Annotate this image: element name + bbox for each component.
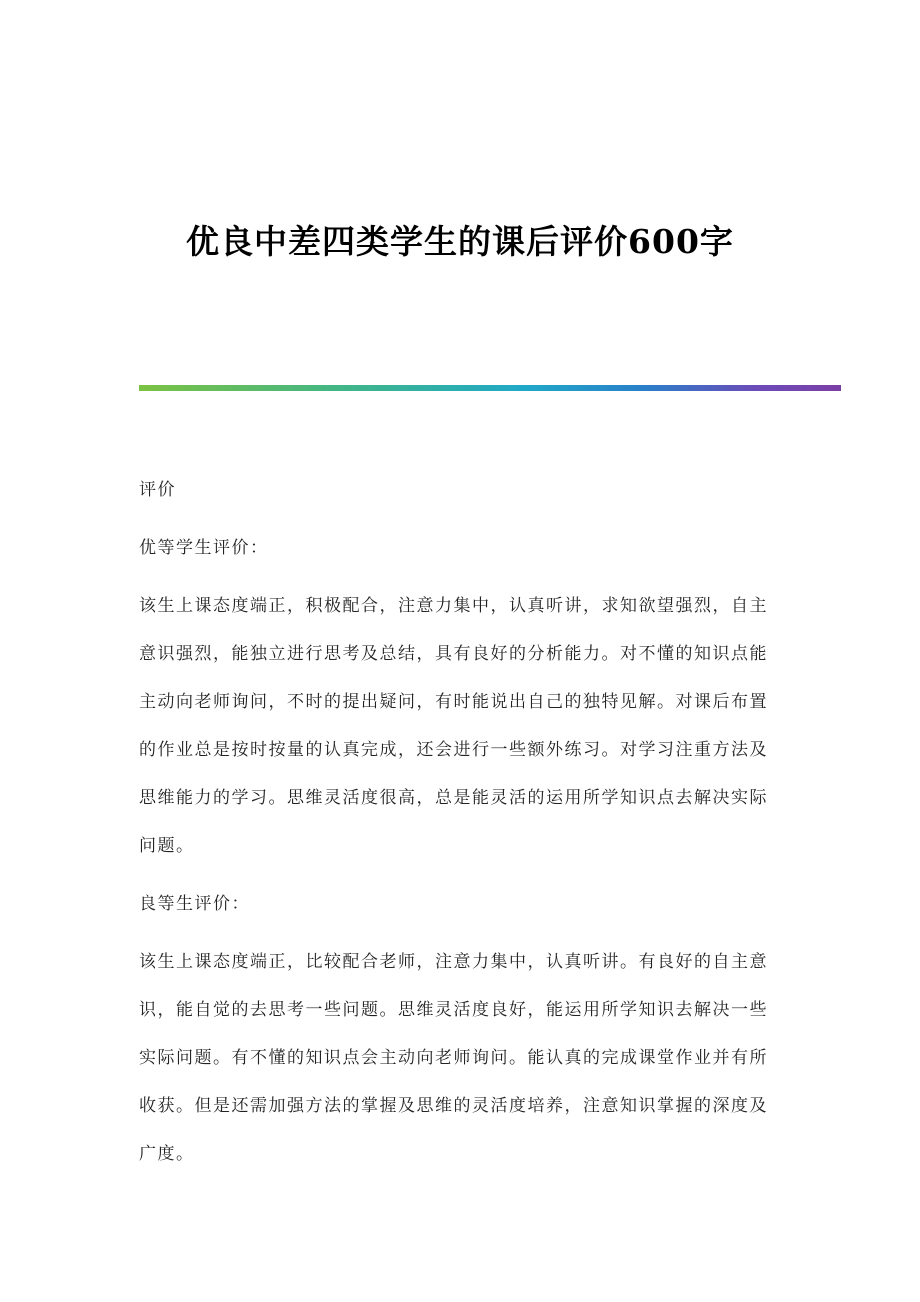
gradient-divider	[139, 385, 841, 391]
good-heading: 良等生评价：	[139, 894, 250, 914]
good-paragraph: 该生上课态度端正，比较配合老师，注意力集中，认真听讲。有良好的自主意识，能自觉的去思考一些问题。思维灵活度良好，能运用所学知识去解决一些实际问题。有不懂的知识点会主动向老师询问。能认真的完成课堂作业并有所收获。但是还需加强方法的掌握及思维的灵活度培养，注意知识掌握的深度及广度。	[139, 952, 768, 1164]
excellent-heading: 优等学生评价：	[139, 538, 269, 558]
document-title: 优良中差四类学生的课后评价600字	[186, 222, 734, 261]
excellent-paragraph: 该生上课态度端正，积极配合，注意力集中，认真听讲，求知欲望强烈，自主意识强烈，能独立进行思考及总结，具有良好的分析能力。对不懂的知识点能主动向老师询问，不时的提出疑问，有时能说出自己的独特见解。对课后布置的作业总是按时按量的认真完成，还会进行一些额外练习。对学习注重方法及思维能力的学习。思维灵活度很高，总是能灵活的运用所学知识点去解决实际问题。	[139, 596, 768, 856]
document-body	[139, 466, 775, 1188]
intro-label: 评价	[139, 480, 176, 500]
